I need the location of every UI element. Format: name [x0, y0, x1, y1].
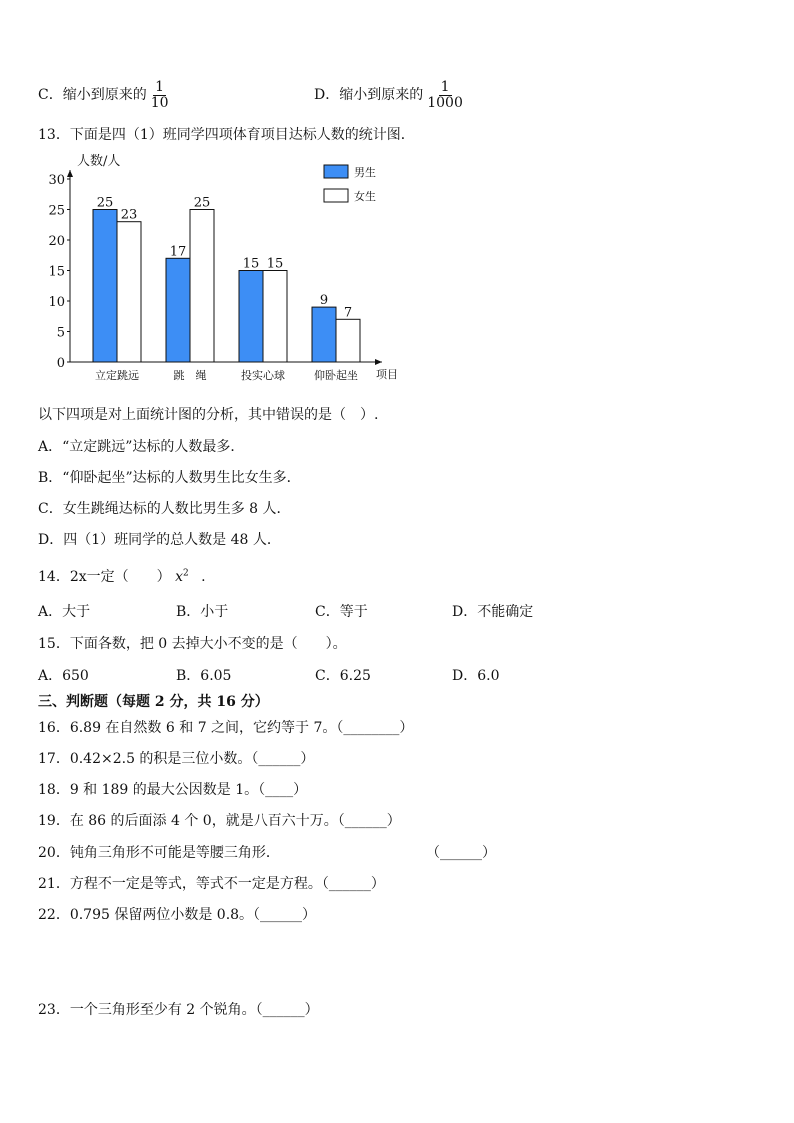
bar-value-label: 9 [319, 293, 329, 309]
q14-option-d: D．不能确定 [452, 604, 534, 620]
q12-option-c-fraction [149, 80, 171, 110]
bar-value-label: 17 [169, 244, 187, 260]
judge-item-21: 21．方程不一定是等式，等式不一定是方程。（______） [38, 876, 385, 892]
y-tick-label: 30 [48, 173, 65, 188]
q15-option-c: C．6.25 [315, 668, 371, 684]
legend-label: 女生 [354, 190, 376, 203]
q15-option-a: A．650 [38, 668, 89, 684]
judge-item-20: 20．钝角三角形不可能是等腰三角形． [38, 845, 280, 861]
bar [312, 307, 336, 362]
q15-option-b: B．6.05 [176, 668, 232, 684]
y-axis-label: 人数/人 [77, 154, 121, 169]
y-tick-label: 5 [56, 325, 65, 341]
bar [239, 271, 263, 363]
legend-swatch [324, 165, 348, 178]
q15-option-d: D．6.0 [452, 668, 500, 684]
category-label: 仰卧起坐 [314, 369, 358, 382]
q14-option-a: A．大于 [38, 604, 91, 620]
q13-question: 以下四项是对上面统计图的分析，其中错误的是（ ）. [38, 407, 379, 423]
q12-option-d [314, 80, 465, 110]
q14-option-c: C．等于 [315, 604, 368, 620]
bar-chart [30, 148, 410, 388]
fraction-denominator: 1000 [427, 94, 463, 111]
q13-option-a: A．“立定跳远”达标的人数最多． [38, 439, 245, 455]
legend-label: 男生 [354, 166, 376, 179]
bar [263, 271, 287, 363]
q12-option-d-label: D．缩小到原来的 [314, 87, 424, 104]
bar-value-label: 23 [120, 207, 138, 223]
bar-value-label: 25 [193, 195, 211, 211]
bar-value-label: 15 [242, 256, 260, 272]
judge-item-19: 19．在 86 的后面添 4 个 0，就是八百六十万。（______） [38, 813, 401, 829]
bar [336, 319, 360, 362]
q14-stem [38, 566, 206, 586]
q15-stem: 15．下面各数，把 0 去掉大小不变的是（ ）。 [38, 636, 347, 652]
category-label: 立定跳远 [95, 369, 139, 382]
bar [93, 210, 117, 363]
judge-item-23: 23．一个三角形至少有 2 个锐角。（______） [38, 1002, 319, 1018]
judge-item-18: 18．9 和 189 的最大公因数是 1。（____） [38, 782, 308, 798]
y-axis-arrow [67, 170, 73, 177]
q14-expr-exponent: 2 [182, 568, 189, 579]
judge-item-22: 22．0.795 保留两位小数是 0.8。（______） [38, 907, 317, 923]
fraction-denominator: 10 [150, 94, 169, 111]
fraction-numerator: 1 [155, 79, 165, 95]
x-axis-label: 项目 [376, 368, 398, 381]
y-tick-label: 25 [48, 203, 65, 219]
q14-stem-end: . [201, 569, 206, 585]
judge-item-16: 16．6.89 在自然数 6 和 7 之间，它约等于 7。（________） [38, 720, 414, 736]
section-title: 三、判断题（每题 2 分，共 16 分） [38, 694, 269, 710]
x-axis-arrow [375, 359, 382, 365]
y-tick-label: 20 [48, 234, 65, 249]
y-tick-label: 10 [48, 295, 65, 310]
q14-stem-text: 14．2x一定（ ） [38, 569, 171, 585]
q13-option-b: B．“仰卧起坐”达标的人数男生比女生多． [38, 470, 301, 486]
q14-expr-base: x [175, 569, 183, 585]
y-tick-label: 0 [56, 356, 65, 371]
q13-stem: 13．下面是四（1）班同学四项体育项目达标人数的统计图． [38, 127, 415, 143]
bar-value-label: 25 [96, 195, 114, 211]
q12-option-d-fraction [425, 80, 465, 110]
category-label: 投实心球 [241, 369, 285, 382]
q12-option-c [38, 80, 171, 110]
y-tick-label: 15 [48, 264, 65, 280]
legend-swatch [324, 189, 348, 202]
judge-item-17: 17．0.42×2.5 的积是三位小数。（______） [38, 751, 315, 767]
q13-option-d: D．四（1）班同学的总人数是 48 人． [38, 532, 281, 548]
bar-value-label: 7 [343, 305, 353, 321]
category-label: 跳 绳 [173, 369, 207, 382]
q13-option-c: C．女生跳绳达标的人数比男生多 8 人． [38, 501, 291, 517]
q14-option-b: B．小于 [176, 604, 229, 620]
bar-value-label: 15 [266, 256, 284, 272]
bar [117, 222, 141, 362]
fraction-numerator: 1 [440, 79, 450, 95]
bar [166, 258, 190, 362]
bar [190, 210, 214, 363]
judge-item-20-blank: （______） [426, 845, 496, 861]
q12-option-c-label: C．缩小到原来的 [38, 87, 147, 104]
